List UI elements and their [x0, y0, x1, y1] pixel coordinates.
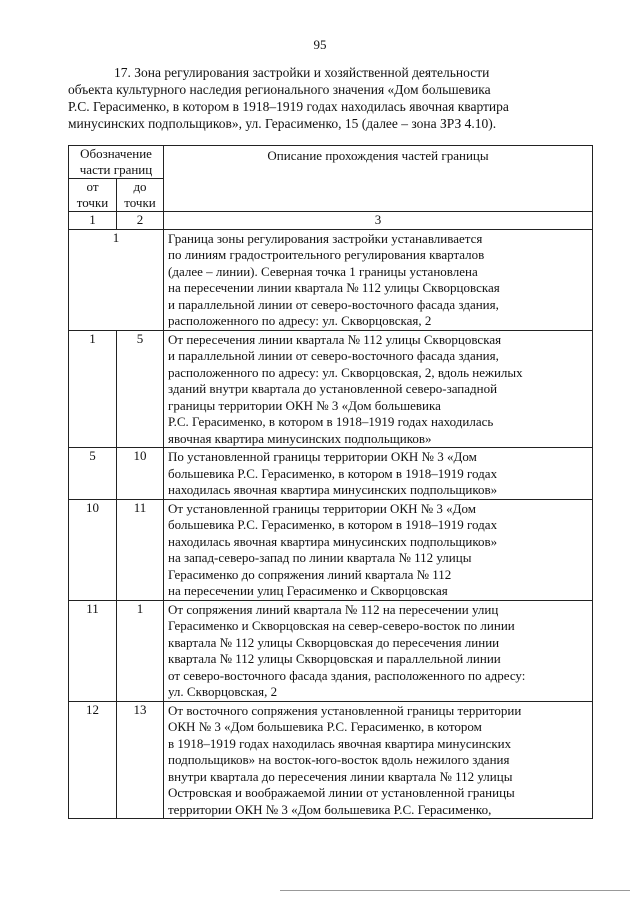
- table-row: [69, 600, 593, 701]
- description-line: квартала № 112 улицы Скворцовская и параллельной линии: [168, 651, 501, 666]
- table-row: [69, 229, 593, 330]
- from-point-cell: 1: [69, 229, 164, 330]
- description-cell: [164, 330, 593, 448]
- description-line: расположенного по адресу: ул. Скворцовская, 2: [168, 313, 432, 328]
- description-line: и параллельной линии от северо-восточного фасада здания,: [168, 348, 499, 363]
- heading-line: 17. Зона регулирования застройки и хозяйственной деятельности: [114, 65, 490, 80]
- description-header: Описание прохождения частей границы: [164, 146, 593, 212]
- to-point-cell: 11: [117, 499, 164, 600]
- designation-header: Обозначение части границ: [69, 146, 164, 179]
- page-number: 95: [313, 37, 327, 52]
- description-line: расположенного по адресу: ул. Скворцовская, 2, вдоль нежилых: [168, 364, 523, 380]
- description-line: и параллельной линии от северо-восточного фасада здания,: [168, 296, 499, 312]
- footer-rule: [280, 890, 630, 891]
- from-point-cell: 1: [69, 330, 117, 448]
- description-line: Герасименко и Скворцовская на север-северо-восток по линии: [168, 618, 515, 633]
- description-line: внутри квартала до пересечения линии квартала № 112 улицы: [168, 768, 513, 784]
- description-line: зданий внутри квартала до установленной северо-западной: [168, 381, 498, 396]
- table-row: [69, 499, 593, 600]
- to-point-cell: 13: [117, 701, 164, 819]
- description-line: Р.С. Герасименко, в котором в 1918–1919 годах находилась: [168, 414, 494, 429]
- column-number: 2: [117, 212, 164, 230]
- description-line: По установленной границы территории ОКН № 3 «Дом: [168, 449, 477, 464]
- table-row: [69, 448, 593, 500]
- table-header-row: [69, 146, 593, 179]
- description-line: Островская и воображаемой линии от установленной границы: [168, 785, 515, 800]
- description-line: (далее – линии). Северная точка 1 границы установлена: [168, 263, 478, 279]
- to-point-cell: 10: [117, 448, 164, 500]
- description-line: большевика Р.С. Герасименко, в котором в 1918–1919 годах: [168, 465, 498, 481]
- description-line: по линиям градостроительного регулирования кварталов: [168, 247, 485, 262]
- description-line: Герасименко до сопряжения линий квартала № 112: [168, 566, 452, 582]
- description-line: подпольщиков» на восток-юго-восток вдоль нежилого здания: [168, 752, 510, 767]
- description-cell: [164, 499, 593, 600]
- description-line: от северо-восточного фасада здания, расположенного по адресу:: [168, 667, 526, 683]
- column-number-row: [69, 212, 593, 230]
- description-cell: [164, 448, 593, 500]
- description-line: квартала № 112 улицы Скворцовская до пересечения линии: [168, 634, 500, 650]
- description-line: большевика Р.С. Герасименко, в котором в 1918–1919 годах: [168, 517, 498, 532]
- heading-line: объекта культурного наследия регионального значения «Дом большевика: [68, 82, 491, 97]
- from-point-cell: 11: [69, 600, 117, 701]
- to-point-cell: 1: [117, 600, 164, 701]
- table-row: [69, 330, 593, 448]
- column-number: 3: [164, 212, 593, 230]
- description-line: Граница зоны регулирования застройки устанавливается: [168, 230, 483, 246]
- description-line: в 1918–1919 годах находилась явочная квартира минусинских: [168, 735, 512, 751]
- description-line: ОКН № 3 «Дом большевика Р.С. Герасименко, в котором: [168, 719, 482, 734]
- description-line: явочная квартира минусинских подпольщиков»: [168, 430, 432, 446]
- description-cell: [164, 701, 593, 819]
- description-line: От сопряжения линий квартала № 112 на пересечении улиц: [168, 601, 499, 617]
- from-point-cell: 12: [69, 701, 117, 819]
- zone-heading: [68, 64, 592, 132]
- column-number: 1: [69, 212, 117, 230]
- description-line: От восточного сопряжения установленной границы территории: [168, 702, 522, 718]
- description-cell: [164, 600, 593, 701]
- description-cell: [164, 229, 593, 330]
- to-point-header: до точки: [117, 179, 164, 212]
- description-line: От установленной границы территории ОКН № 3 «Дом: [168, 500, 476, 516]
- heading-line: минусинских подпольщиков», ул. Герасименко, 15 (далее – зона ЗРЗ 4.10).: [68, 116, 497, 131]
- to-point-cell: 5: [117, 330, 164, 448]
- description-line: От пересечения линии квартала № 112 улицы Скворцовская: [168, 331, 502, 347]
- description-line: на пересечении улиц Герасименко и Скворцовская: [168, 583, 448, 598]
- from-point-cell: 5: [69, 448, 117, 500]
- from-point-header: от точки: [69, 179, 117, 212]
- heading-line: Р.С. Герасименко, в котором в 1918–1919 годах находилась явочная квартира: [68, 99, 509, 114]
- description-line: находилась явочная квартира минусинских подпольщиков»: [168, 482, 498, 497]
- description-line: границы территории ОКН № 3 «Дом большевика: [168, 397, 441, 413]
- description-line: на запад-северо-запад по линии квартала № 112 улицы: [168, 550, 472, 565]
- description-line: на пересечении линии квартала № 112 улицы Скворцовская: [168, 280, 500, 295]
- table-row: [69, 701, 593, 819]
- description-line: территории ОКН № 3 «Дом большевика Р.С. Герасименко,: [168, 801, 492, 817]
- description-line: находилась явочная квартира минусинских подпольщиков»: [168, 533, 498, 549]
- from-point-cell: 10: [69, 499, 117, 600]
- description-line: ул. Скворцовская, 2: [168, 684, 278, 699]
- boundary-table: [68, 145, 593, 819]
